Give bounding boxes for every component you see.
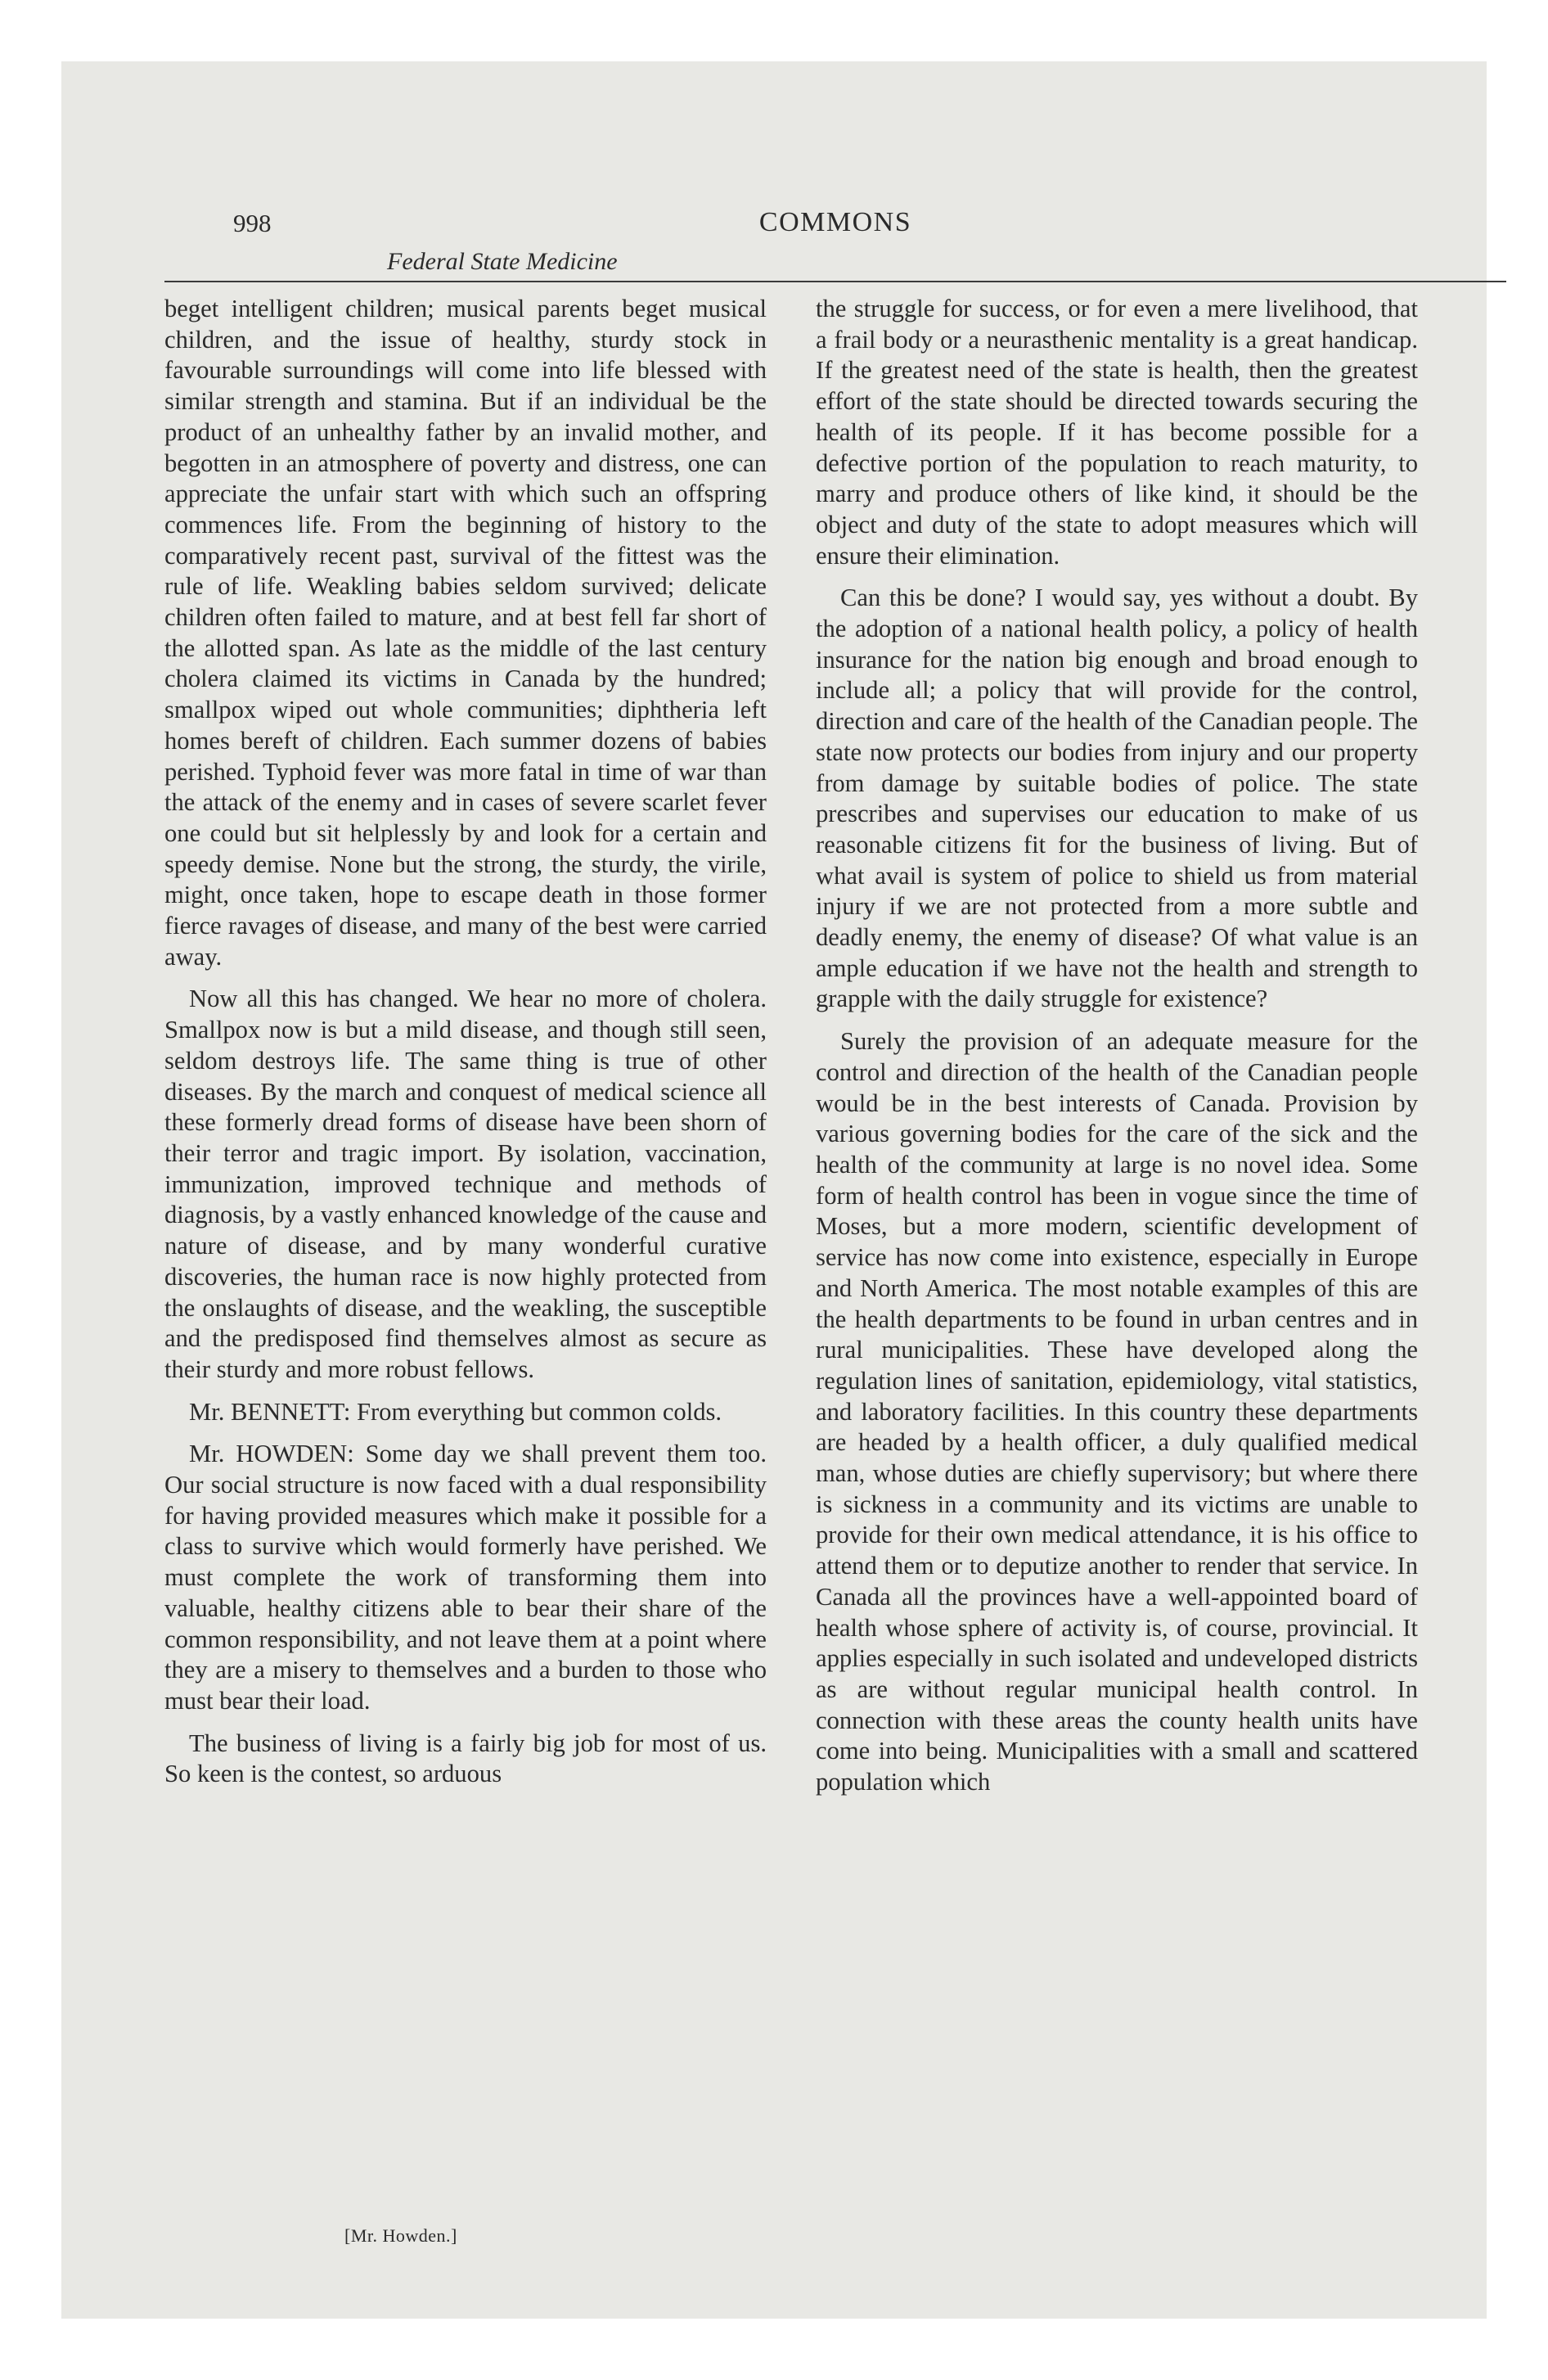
speaker-footer-note: [Mr. Howden.]	[344, 2225, 457, 2246]
paragraph: beget intelligent children; musical parents beget musical children, and the issue of healthy, sturdy stock in favourable surroundings will come into life blessed with similar strength and stamina. But if an individual be the product of an unhealthy father by an invalid mother, and begotten in an atmosphere of poverty and distress, one can appreciate the unfair start with which such an offspring commences life. From the beginning of history to the comparatively recent past, survival of the fittest was the rule of life. Weakling babies seldom survived; delicate children often failed to mature, and at best fell far short of the allotted span. As late as the middle of the last century cholera claimed its victims in Canada by the hundred; smallpox wiped out whole communities; diphtheria left homes bereft of children. Each summer dozens of babies perished. Typhoid fever was more fatal in time of war than the attack of the enemy and in cases of severe scarlet fever one could but sit helplessly by and look for a certain and speedy demise. None but the strong, the sturdy, the virile, might, once taken, hope to escape death in those former fierce ravages of disease, and many of the best were carried away.	[164, 295, 767, 971]
right-column	[816, 294, 1418, 1810]
page-number: 998	[233, 209, 272, 237]
paragraph: Now all this has changed. We hear no more of cholera. Smallpox now is but a mild disease, and though still seen, seldom destroys life. The same thing is true of other diseases. By the march and conquest of medical science all these formerly dread forms of disease have been shorn of their terror and tragic import. By isolation, vaccination, immunization, improved technique and methods of diagnosis, by a vastly enhanced knowledge of the cause and nature of disease, and by many wonderful curative discoveries, the human race is now highly protected from the onslaughts of disease, and the weakling, the susceptible and the predisposed find themselves almost as secure as their sturdy and more robust fellows.	[164, 985, 767, 1383]
paragraph: The business of living is a fairly big job for most of us. So keen is the contest, so arduous	[164, 1729, 767, 1788]
paragraph: Can this be done? I would say, yes without a doubt. By the adoption of a national health policy, a policy of health insurance for the nation big enough and broad enough to include all; a policy that will provide for the control, direction and care of the health of the Canadian people. The state now protects our bodies from injury and our property from damage by suitable bodies of police. The state prescribes and supervises our education to make of us reasonable citizens fit for the business of living. But of what avail is system of police to shield us from material injury if we are not protected from a more subtle and deadly enemy, the enemy of disease? Of what value is an ample education if we have not the health and strength to grapple with the daily struggle for existence?	[816, 584, 1418, 1013]
paragraph: Surely the provision of an adequate measure for the control and direction of the health of the Canadian people would be in the best interests of Canada. Provision by various governing bodies for the care of the sick and the health of the community at large is no novel idea. Some form of health control has been in vogue since the time of Moses, but a more modern, scientific development of service has now come into existence, especially in Europe and North America. The most notable examples of this are the health departments to be found in urban centres and in rural municipalities. These have developed along the regulation lines of sanitation, epidemiology, vital statistics, and laboratory facilities. In this country these departments are headed by a health officer, a duly qualified medical man, whose duties are chiefly supervisory; but where there is sickness in a community and its victims are unable to provide for their own medical attendance, it is his office to attend them or to deputize another to render that service. In Canada all the provinces have a well-appointed board of health whose sphere of activity is, of course, provincial. It applies especially in such isolated and undeveloped districts as are without regular municipal health control. In connection with these areas the county health units have come into being. Municipalities with a small and scattered population which	[816, 1027, 1418, 1796]
speech-howden: Mr. HOWDEN: Some day we shall prevent them too. Our social structure is now faced with a dual responsibility for having provided measures which make it possible for a class to survive which would formerly have perished. We must complete the work of transforming them into valuable, healthy citizens able to bear their share of the common responsibility, and not leave them at a point where they are a misery to themselves and a burden to those who must bear their load.	[164, 1440, 767, 1715]
section-subhead: Federal State Medicine	[387, 248, 618, 275]
running-head: COMMONS	[758, 207, 912, 237]
left-column	[164, 294, 767, 1801]
paragraph: the struggle for success, or for even a mere livelihood, that a frail body or a neurasthenic mentality is a great handicap. If the greatest need of the state is health, then the greatest effort of the state should be directed towards securing the health of its people. If it has become possible for a defective portion of the population to reach maturity, to marry and produce others of like kind, it should be the object and duty of the state to adopt measures which will ensure their elimination.	[816, 295, 1418, 570]
speech-bennett: Mr. BENNETT: From everything but common colds.	[189, 1397, 722, 1426]
scanned-page	[61, 61, 1487, 2319]
header-rule	[164, 281, 1506, 282]
